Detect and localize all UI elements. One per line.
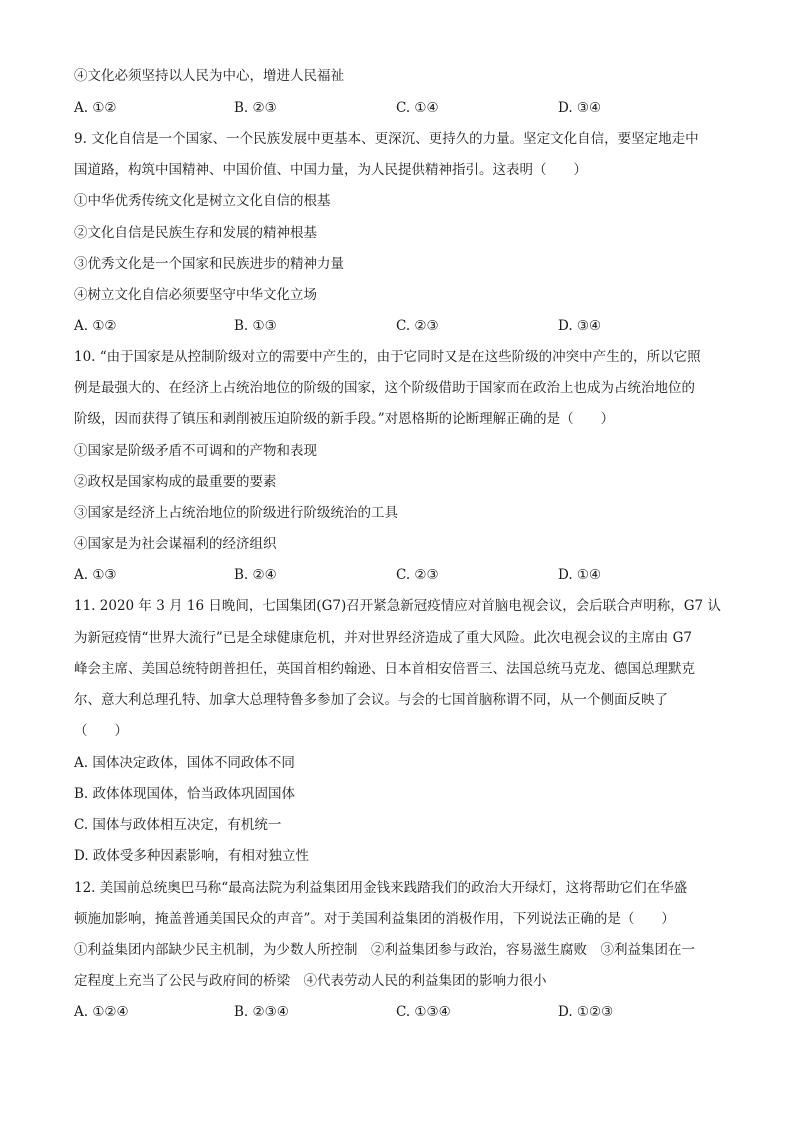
q11-option-d: D. 政体受多种因素影响，有相对独立性: [74, 848, 309, 864]
q9-item-3: ③优秀文化是一个国家和民族进步的精神力量: [74, 256, 344, 272]
q10-item-2: ②政权是国家构成的最重要的要素: [74, 474, 277, 490]
q8-option-d: D. ③④: [558, 100, 602, 116]
q9-stem-line-1: 9. 文化自信是一个国家、一个民族发展中更基本、更深沉、更持久的力量。坚定文化自信，要坚定地走中: [74, 131, 699, 147]
q11-stem-line-4: 尔、意大利总理孔特、加拿大总理特鲁多参加了会议。与会的七国首脑称谓不同，从一个侧面反映了: [74, 692, 668, 708]
q11-option-c: C. 国体与政体相互决定，有机统一: [74, 817, 282, 833]
q10-item-3: ③国家是经济上占统治地位的阶级进行阶级统治的工具: [74, 505, 398, 521]
q10-option-a: A. ①③: [74, 567, 117, 583]
q8-option-c: C. ①④: [396, 100, 439, 116]
q9-option-a: A. ①②: [74, 318, 117, 334]
q10-option-d: D. ①④: [558, 567, 602, 583]
q10-item-1: ①国家是阶级矛盾不可调和的产物和表现: [74, 443, 317, 459]
q9-option-d: D. ③④: [558, 318, 602, 334]
q9-item-2: ②文化自信是民族生存和发展的精神根基: [74, 225, 317, 241]
q12-option-b: B. ②③④: [234, 1004, 289, 1020]
q9-options: [74, 317, 726, 335]
q8-item-4: ④文化必须坚持以人民为中心，增进人民福祉: [74, 68, 344, 84]
q12-stem-line-3: ①利益集团内部缺少民主机制，为少数人所控制 ②利益集团参与政治，容易滋生腐败 ③利益集团在一: [74, 942, 695, 958]
q12-stem-line-4: 定程度上充当了公民与政府间的桥梁 ④代表劳动人民的利益集团的影响力很小: [74, 973, 547, 989]
q11-stem-line-2: 为新冠疫情“世界大流行”已是全球健康危机，并对世界经济造成了重大风险。此次电视会议的主席由 G7: [74, 630, 692, 646]
q12-option-d: D. ①②③: [558, 1004, 614, 1020]
q8-option-a: A. ①②: [74, 100, 117, 116]
q10-item-4: ④国家是为社会谋福利的经济组织: [74, 536, 277, 552]
q9-stem-line-2: 国道路，构筑中国精神、中国价值、中国力量，为人民提供精神指引。这表明（ ）: [74, 162, 587, 178]
q9-item-4: ④树立文化自信必须要坚守中华文化立场: [74, 287, 317, 303]
q12-option-a: A. ①②④: [74, 1004, 129, 1020]
q10-option-c: C. ②③: [396, 567, 439, 583]
q11-stem-line-1: 11. 2020 年 3 月 16 日晚间，七国集团(G7)召开紧急新冠疫情应对首脑电视会议，会后联合声明称，G7 认: [74, 598, 721, 614]
q9-option-c: C. ②③: [396, 318, 439, 334]
q9-option-b: B. ①③: [234, 318, 277, 334]
q11-option-b: B. 政体体现国体，恰当政体巩固国体: [74, 786, 296, 802]
q12-stem-line-1: 12. 美国前总统奥巴马称“最高法院为利益集团用金钱来践踏我们的政治大开绿灯，这将帮助它们在华盛: [74, 880, 688, 896]
q8-options: [74, 99, 726, 117]
q11-stem-line-5: （ ）: [74, 723, 128, 739]
q12-stem-line-2: 顿施加影响，掩盖普通美国民众的声音”。对于美国利益集团的消极作用，下列说法正确的是（ ）: [74, 911, 675, 927]
q11-stem-line-3: 峰会主席、美国总统特朗普担任，英国首相约翰逊、日本首相安倍晋三、法国总统马克龙、德国总理默克: [74, 661, 695, 677]
q9-item-1: ①中华优秀传统文化是树立文化自信的根基: [74, 193, 331, 209]
q11-option-a: A. 国体决定政体，国体不同政体不同: [74, 755, 295, 771]
q10-option-b: B. ②④: [234, 567, 277, 583]
q12-option-c: C. ①③④: [396, 1004, 451, 1020]
q10-options: [74, 566, 726, 584]
q10-stem-line-1: 10. “由于国家是从控制阶级对立的需要中产生的，由于它同时又是在这些阶级的冲突中产生的，所以它照: [74, 349, 701, 365]
q8-option-b: B. ②③: [234, 100, 277, 116]
q10-stem-line-2: 例是最强大的、在经济上占统治地位的阶级的国家，这个阶级借助于国家而在政治上也成为占统治地位的: [74, 380, 695, 396]
q12-options: [74, 1003, 726, 1021]
q10-stem-line-3: 阶级，因而获得了镇压和剥削被压迫阶级的新手段。”对恩格斯的论断理解正确的是（ ）: [74, 411, 615, 427]
